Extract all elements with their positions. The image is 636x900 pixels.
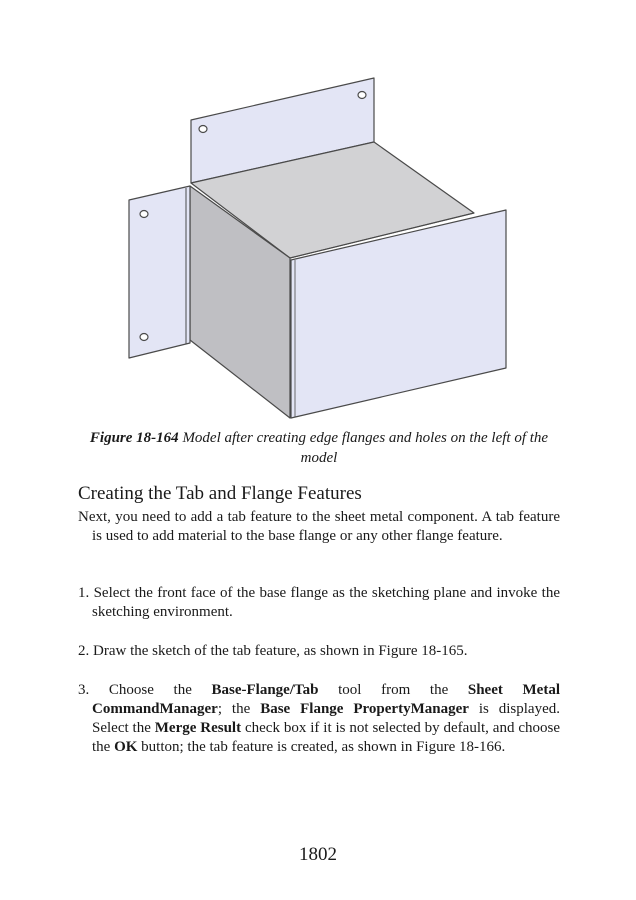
step-3-text: ; the xyxy=(217,701,261,717)
hole xyxy=(140,334,148,341)
step-3-text: check box if it is not selected by default, and choose the xyxy=(92,720,560,755)
checkbox-name: Merge Result xyxy=(154,720,242,736)
step-1: 1. Select the front face of the base flange as the sketching plane and invoke the sketching environment. xyxy=(78,585,560,620)
property-manager-name: Base Flange PropertyManager xyxy=(260,701,469,717)
step-3-text: button; the tab feature is created, as shown in Figure 18-166. xyxy=(137,739,506,755)
step-2: 2. Draw the sketch of the tab feature, as shown in Figure 18-165. xyxy=(78,643,468,659)
section-heading: Creating the Tab and Flange Features xyxy=(78,483,362,504)
tool-name: Base-Flange/Tab xyxy=(211,682,319,698)
hole xyxy=(358,92,366,99)
model-figure xyxy=(0,0,636,425)
page-number: 1802 xyxy=(299,844,337,865)
intro-paragraph: Next, you need to add a tab feature to the sheet metal component. A tab feature is used to add material to the base flange or any other flange feature. xyxy=(78,509,560,544)
figure-label: Figure 18-164 xyxy=(89,430,179,446)
hole xyxy=(199,126,207,133)
step-3-text: is displayed. Select the xyxy=(92,701,560,736)
figure-caption xyxy=(78,428,560,468)
left-flange xyxy=(129,186,190,358)
hole xyxy=(140,211,148,218)
step-3-text: 3. Choose the xyxy=(78,682,212,698)
step-3-text: tool from the xyxy=(318,682,468,698)
sheet-metal-model xyxy=(129,78,506,418)
figure-caption-text: Model after creating edge flanges and holes on the left of the model xyxy=(178,430,549,466)
step-3 xyxy=(78,681,560,757)
command-manager-name: Sheet Metal CommandManager xyxy=(92,682,560,717)
ok-button-name: OK xyxy=(114,739,138,755)
